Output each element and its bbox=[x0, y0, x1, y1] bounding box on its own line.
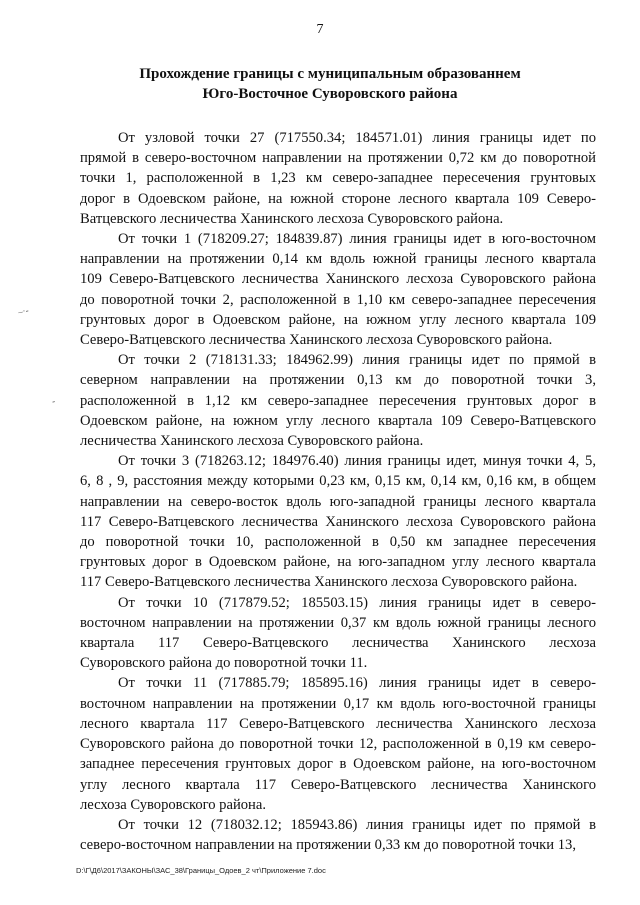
paragraph-line: до поворотной точки 2, расположенной в 1,10 км северо-западнее пересечения bbox=[80, 291, 596, 308]
paragraph-line: Суворовского района до поворотной точки 12, расположенной в 0,19 км северо- bbox=[80, 736, 596, 753]
paragraph-line: направлении на протяжении 0,14 км вдоль южной границы лесного квартала bbox=[80, 251, 596, 268]
paragraph-line: От точки 2 (718131.33; 184962.99) линия границы идет по прямой в bbox=[118, 352, 596, 369]
paragraph-line: лесничества Ханинского лесхоза Суворовского района. bbox=[80, 433, 424, 450]
paragraph-line: 6, 8 , 9, расстояния между которыми 0,23 км, 0,15 км, 0,14 км, 0,16 км, в общем bbox=[80, 473, 596, 490]
paragraph-line: От точки 11 (717885.79; 185895.16) линия границы идет в северо- bbox=[118, 675, 596, 692]
paragraph bbox=[80, 451, 596, 592]
scan-speck-mark: –·‑ bbox=[17, 305, 30, 317]
paragraph-line: квартала 117 Северо-Ватцевского лесничества Ханинского лесхоза bbox=[80, 635, 596, 652]
paragraph-line: лесхоза Суворовского района. bbox=[80, 796, 266, 813]
document-body bbox=[80, 128, 596, 855]
paragraph-line: грунтовых дорог в Одоевском районе, на юго-западном углу лесного квартала bbox=[80, 554, 596, 571]
paragraph-line: северо-восточном направлении на протяжении 0,33 км до поворотной точки 13, bbox=[80, 837, 576, 854]
paragraph-line: лесного квартала 117 Северо-Ватцевского лесничества Ханинского лесхоза bbox=[80, 715, 596, 732]
paragraph bbox=[80, 229, 596, 350]
paragraph-line: до поворотной точки 10, расположенной в 0,50 км западнее пересечения bbox=[80, 534, 596, 551]
paragraph-line: северном направлении на протяжении 0,13 км до поворотной точки 3, bbox=[80, 372, 596, 389]
paragraph-line: прямой в северо-восточном направлении на протяжении 0,72 км до поворотной bbox=[80, 150, 596, 167]
paragraph-line: Суворовского района до поворотной точки 11. bbox=[80, 655, 368, 672]
paragraph-line: Ватцевского лесничества Ханинского лесхоза Суворовского района. bbox=[80, 210, 504, 227]
paragraph-line: расположенной в 1,12 км северо-западнее пересечения грунтовых дорог в bbox=[80, 392, 596, 409]
paragraph-line: От точки 3 (718263.12; 184976.40) линия границы идет, минуя точки 4, 5, bbox=[118, 453, 596, 470]
paragraph bbox=[80, 593, 596, 674]
paragraph-line: направлении на северо-восток вдоль юго-западной границы лесного квартала bbox=[80, 493, 596, 510]
paragraph-line: грунтовых дорог в Одоевском районе, на южном углу лесного квартала 109 bbox=[80, 311, 596, 328]
paragraph-line: Северо-Ватцевского лесничества Ханинского лесхоза Суворовского района. bbox=[80, 332, 553, 349]
paragraph bbox=[80, 350, 596, 451]
paragraph-line: дорог в Одоевском районе, на южной стороне лесного квартала 109 Северо- bbox=[80, 190, 596, 207]
paragraph-line: восточном направлении на протяжении 0,17 км вдоль юго-восточной границы bbox=[80, 695, 596, 712]
paragraph-line: точки 1, расположенной в 1,23 км северо-западнее пересечения грунтовых bbox=[80, 170, 596, 187]
document-title bbox=[60, 64, 600, 104]
paragraph-line: От точки 10 (717879.52; 185503.15) линия границы идет в северо- bbox=[118, 594, 596, 611]
paragraph-line: западнее пересечения грунтовых дорог в Одоевском районе, на юго-восточном bbox=[80, 756, 596, 773]
paragraph bbox=[80, 128, 596, 229]
paragraph-line: восточном направлении на протяжении 0,37 км вдоль южной границы лесного bbox=[80, 614, 596, 631]
paragraph-line: От точки 1 (718209.27; 184839.87) линия границы идет в юго-восточном bbox=[118, 231, 596, 248]
paragraph bbox=[80, 815, 596, 855]
paragraph-line: Одоевском районе, на южном углу лесного квартала 109 Северо-Ватцевского bbox=[80, 412, 596, 429]
paragraph-line: От узловой точки 27 (717550.34; 184571.01) линия границы идет по bbox=[118, 130, 596, 146]
paragraph-line: углу лесного квартала 117 Северо-Ватцевского лесничества Ханинского bbox=[80, 776, 596, 793]
paragraph bbox=[80, 673, 596, 814]
page-number: 7 bbox=[316, 22, 324, 37]
title-line-2: Юго-Восточное Суворовского района bbox=[202, 86, 458, 102]
paragraph-line: От точки 12 (718032.12; 185943.86) линия границы идет по прямой в bbox=[118, 816, 596, 833]
title-line-1: Прохождение границы с муниципальным образованнем bbox=[139, 66, 521, 82]
paragraph-line: 109 Северо-Ватцевского лесничества Ханинского лесхоза Суворовского района bbox=[80, 271, 596, 288]
paragraph-line: 117 Северо-Ватцевского лесничества Ханинского лесхоза Суворовского района bbox=[80, 513, 596, 530]
scan-speck-mark: - bbox=[50, 395, 57, 407]
file-path-footer: D:\Г\Д6\2017\ЗАКОНЫ\ЗАС_38\Границы_Одоев_2 чт\Приложение 7.doc bbox=[76, 866, 326, 875]
paragraph-line: 117 Северо-Ватцевского лесничества Ханинского лесхоза Суворовского района. bbox=[80, 574, 578, 591]
